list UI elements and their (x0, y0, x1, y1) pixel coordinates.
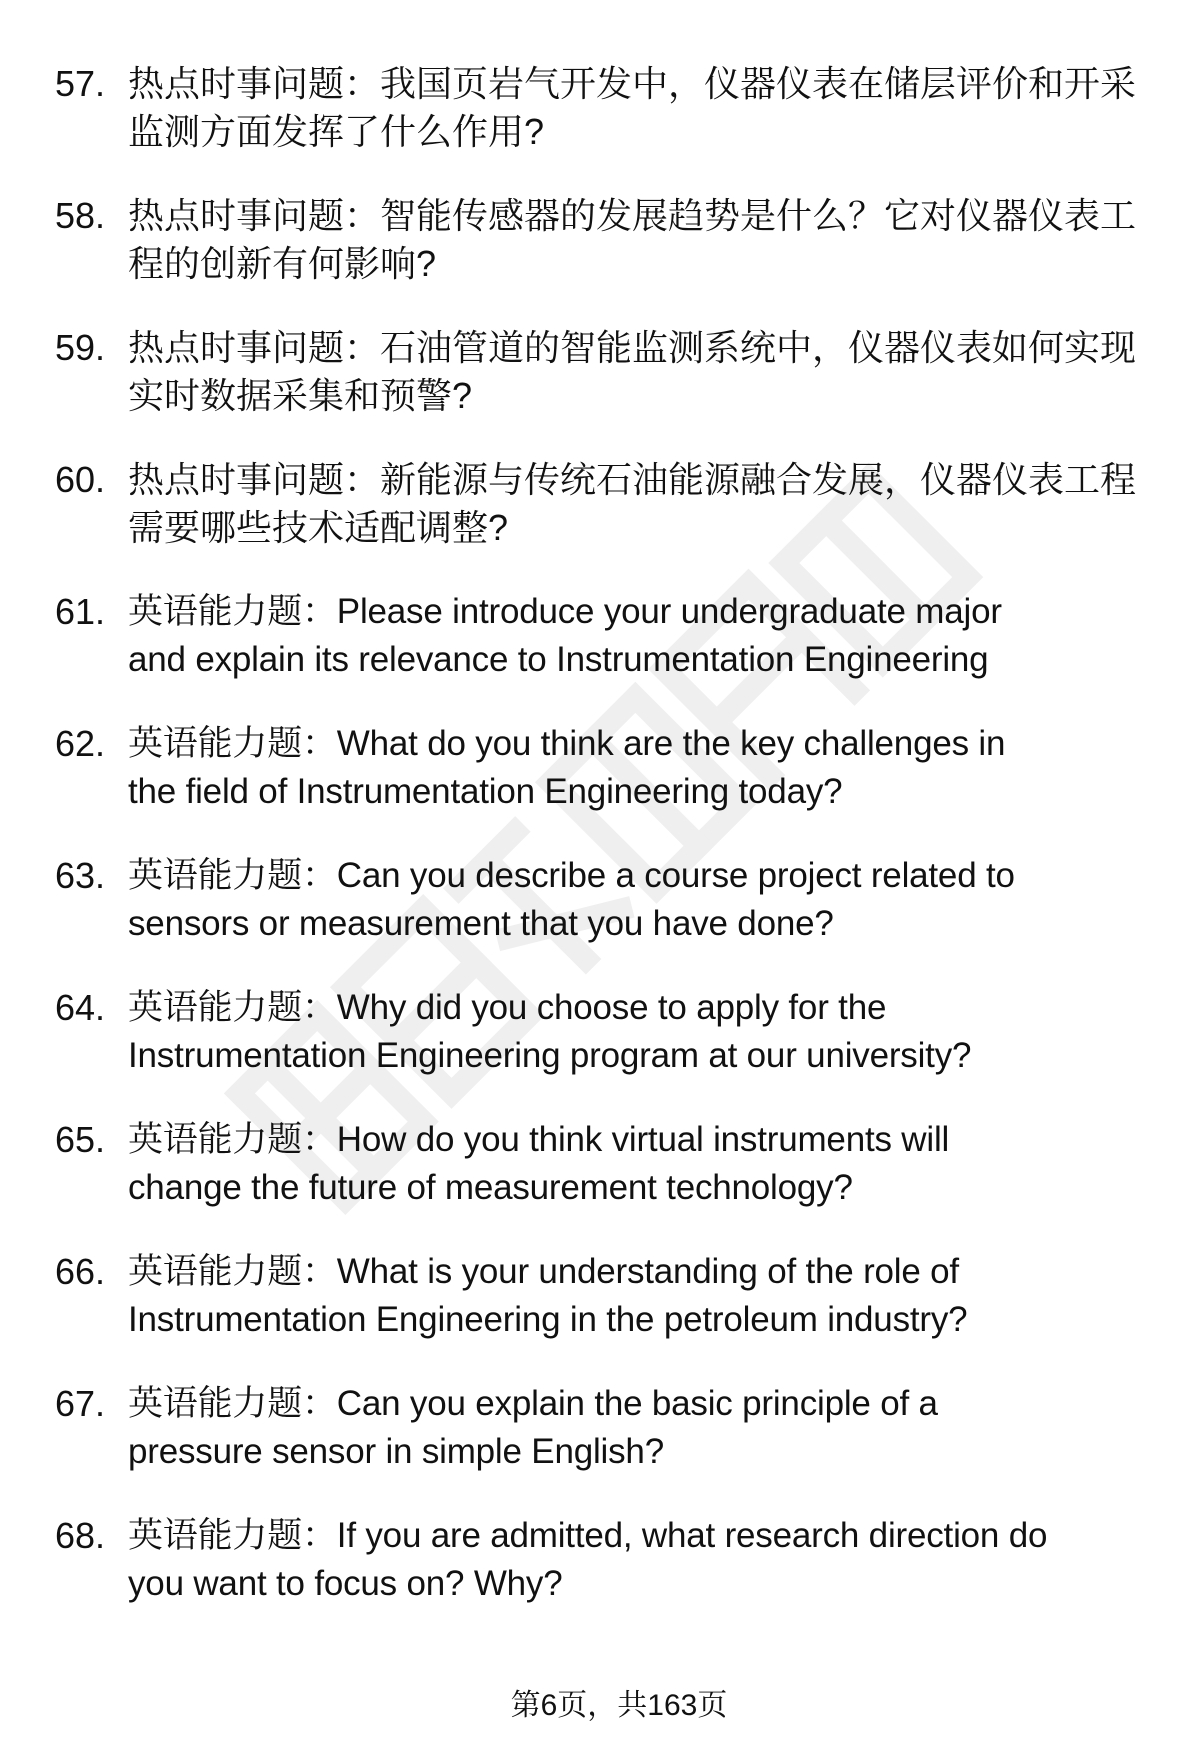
question-text (128, 192, 1168, 288)
question-line: 监测方面发挥了什么作用? (128, 111, 545, 152)
question-text (128, 1248, 1168, 1344)
question-item-60 (0, 456, 1200, 552)
question-text (128, 324, 1168, 420)
question-line: 英语能力题：What is your understanding of the role of (128, 1252, 959, 1291)
question-item-63 (0, 852, 1200, 948)
question-line: 程的创新有何影响? (128, 243, 437, 284)
question-line: 英语能力题：Can you describe a course project related to (128, 856, 1015, 895)
question-line: change the future of measurement technology? (128, 1168, 853, 1207)
question-number: 60. (55, 459, 106, 500)
question-line: the field of Instrumentation Engineering today? (128, 772, 843, 811)
question-number: 68. (55, 1515, 106, 1556)
question-line: 热点时事问题：石油管道的智能监测系统中，仪器仪表如何实现 (128, 327, 1137, 368)
question-item-66 (0, 1248, 1200, 1344)
question-number: 63. (55, 855, 106, 896)
question-line: you want to focus on? Why? (128, 1564, 563, 1603)
question-item-68 (0, 1512, 1200, 1608)
question-item-62 (0, 720, 1200, 816)
question-line: 热点时事问题：我国页岩气开发中，仪器仪表在储层评价和开采 (128, 63, 1137, 104)
question-item-59 (0, 324, 1200, 420)
question-line: and explain its relevance to Instrumentation Engineering (128, 640, 989, 679)
question-number: 66. (55, 1251, 106, 1292)
question-number: 57. (55, 63, 106, 104)
question-line: sensors or measurement that you have done? (128, 904, 834, 943)
question-line: 英语能力题：What do you think are the key challenges in (128, 724, 1006, 763)
question-line: 英语能力题：Can you explain the basic principle of a (128, 1384, 938, 1423)
question-number: 61. (55, 591, 106, 632)
question-line: 需要哪些技术适配调整? (128, 507, 509, 548)
question-number: 65. (55, 1119, 106, 1160)
question-number: 62. (55, 723, 106, 764)
question-text (128, 984, 1168, 1080)
question-number: 58. (55, 195, 106, 236)
question-text (128, 60, 1168, 156)
page-number-footer: 第6页，共163页 (510, 1689, 728, 1722)
question-line: 英语能力题：If you are admitted, what research direction do (128, 1516, 1048, 1555)
question-text (128, 1380, 1168, 1476)
question-text (128, 720, 1168, 816)
question-item-58 (0, 192, 1200, 288)
question-item-57 (0, 60, 1200, 156)
question-item-61 (0, 588, 1200, 684)
question-line: pressure sensor in simple English? (128, 1432, 664, 1471)
question-line: Instrumentation Engineering in the petroleum industry? (128, 1300, 968, 1339)
question-line: 英语能力题：How do you think virtual instruments will (128, 1120, 950, 1159)
question-text (128, 456, 1168, 552)
question-text (128, 1512, 1168, 1608)
question-text (128, 1116, 1168, 1212)
question-line: Instrumentation Engineering program at our university? (128, 1036, 972, 1075)
question-number: 59. (55, 327, 106, 368)
question-line: 英语能力题：Why did you choose to apply for the (128, 988, 887, 1027)
question-text (128, 588, 1168, 684)
question-line: 英语能力题：Please introduce your undergraduate major (128, 592, 1002, 631)
question-number: 64. (55, 987, 106, 1028)
question-line: 热点时事问题：新能源与传统石油能源融合发展，仪器仪表工程 (128, 459, 1137, 500)
question-item-65 (0, 1116, 1200, 1212)
question-text (128, 852, 1168, 948)
question-item-64 (0, 984, 1200, 1080)
document-page (0, 60, 1200, 1644)
question-number: 67. (55, 1383, 106, 1424)
question-line: 实时数据采集和预警? (128, 375, 473, 416)
question-item-67 (0, 1380, 1200, 1476)
question-line: 热点时事问题：智能传感器的发展趋势是什么？它对仪器仪表工 (128, 195, 1137, 236)
